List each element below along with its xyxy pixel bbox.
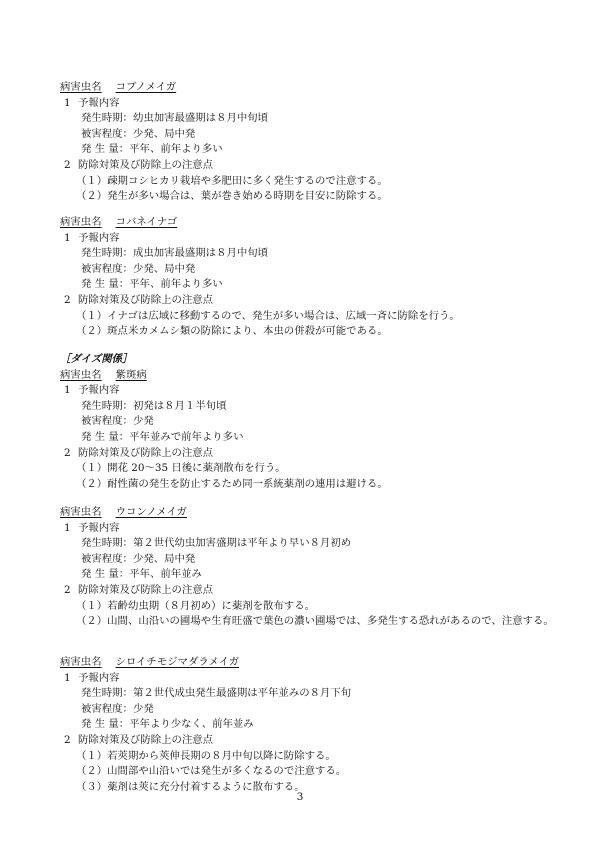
pest-label: 病害虫名	[60, 368, 102, 381]
pest-label: 病害虫名	[60, 216, 102, 228]
pest-block-kobaneinago	[60, 215, 580, 340]
pest-block-ukonnomeiga	[60, 505, 580, 630]
pest-name: コブノメイガ	[115, 81, 177, 93]
measure-item: （１）イナゴは広域に移動するので、発生が多い場合は、広域一斉に防除を行う。	[76, 309, 460, 322]
forecast-item: 被害程度：少発、局中発	[81, 127, 196, 140]
forecast-item: 発生時期：成虫加害最盛期は８月中旬頃	[81, 247, 269, 260]
measure-item: （１）若齢幼虫期（８月初め）に薬剤を散布する。	[76, 599, 315, 612]
forecast-item: 発生時期：幼虫加害最盛期は８月中旬頃	[81, 112, 269, 125]
forecast-item: 被害程度：少発	[81, 415, 154, 428]
forecast-item: 発 生 量：平年並みで前年より多い	[81, 430, 244, 443]
forecast-item: 発生時期：初発は８月１半旬頃	[81, 399, 227, 412]
section-forecast: 1 予報内容	[64, 671, 120, 684]
soy-section-title: ［ダイズ関係］	[60, 353, 133, 365]
section-forecast: 1 予報内容	[64, 384, 120, 397]
pest-label: 病害虫名	[60, 506, 102, 518]
pest-name-line	[60, 80, 580, 96]
forecast-item: 発 生 量：平年、前年より多い	[81, 278, 223, 291]
pest-block-shihanbyo	[60, 352, 580, 492]
pest-name: コバネイナゴ	[115, 216, 178, 228]
pest-name-line	[60, 215, 580, 231]
pest-block-shiroichimojimadarameiga	[60, 655, 580, 795]
pest-name-line	[60, 505, 580, 521]
section-measures: 2 防除対策及び防除上の注意点	[64, 733, 214, 746]
pest-label: 病害虫名	[60, 656, 102, 668]
forecast-item: 発生時期：第２世代幼虫加害盛期は平年より早い８月初め	[81, 537, 352, 550]
pest-name: ウコンノメイガ	[115, 506, 187, 518]
measure-item: （２）斑点米カメムシ類の防除により、本虫の併殺が可能である。	[76, 325, 388, 338]
pest-name-line	[60, 368, 580, 384]
page-number: 3	[296, 791, 304, 803]
forecast-item: 被害程度：少発、局中発	[81, 262, 196, 275]
forecast-item: 発 生 量：平年、前年より多い	[81, 143, 223, 156]
pest-name: 紫斑病	[115, 368, 147, 381]
measure-item: （２）山間部や山沿いでは発生が多くなるので注意する。	[76, 765, 347, 778]
pest-label: 病害虫名	[60, 81, 102, 93]
section-measures: 2 防除対策及び防除上の注意点	[64, 293, 214, 306]
measure-item: （１）若莢期から莢伸長期の８月中旬以降に防除する。	[76, 749, 336, 762]
section-measures: 2 防除対策及び防除上の注意点	[64, 158, 214, 171]
pest-name: シロイチモジマダラメイガ	[115, 656, 240, 668]
forecast-item: 被害程度：少発	[81, 702, 154, 715]
forecast-item: 発 生 量：平年より少なく、前年並み	[81, 718, 254, 731]
section-measures: 2 防除対策及び防除上の注意点	[64, 583, 214, 596]
measure-item: （２）山間、山沿いの圃場や生育旺盛で葉色の濃い圃場では、多発生する恐れがあるので、注意する。	[76, 615, 554, 628]
forecast-item: 発 生 量：平年、前年並み	[81, 568, 202, 581]
measure-item: （１）開花 20～35 日後に薬剤散布を行う。	[76, 462, 286, 475]
forecast-item: 被害程度：少発、局中発	[81, 552, 196, 565]
measure-item: （３）薬剤は莢に充分付着するように散布する。	[76, 780, 305, 793]
measure-item: （２）発生が多い場合は、葉が巻き始める時期を目安に防除する。	[76, 190, 388, 203]
forecast-item: 発生時期：第２世代成虫発生最盛期は平年並みの８月下旬	[81, 687, 352, 700]
section-forecast: 1 予報内容	[64, 231, 120, 244]
measure-item: （１）疎期コシヒカリ栽培や多肥田に多く発生するので注意する。	[76, 174, 388, 187]
section-forecast: 1 予報内容	[64, 521, 120, 534]
section-measures: 2 防除対策及び防除上の注意点	[64, 446, 214, 459]
measure-item: （２）耐性菌の発生を防止するため同一系統薬剤の連用は避ける。	[76, 477, 388, 490]
pest-block-kobunomeiga	[60, 80, 580, 205]
section-forecast: 1 予報内容	[64, 96, 120, 109]
pest-name-line	[60, 655, 580, 671]
